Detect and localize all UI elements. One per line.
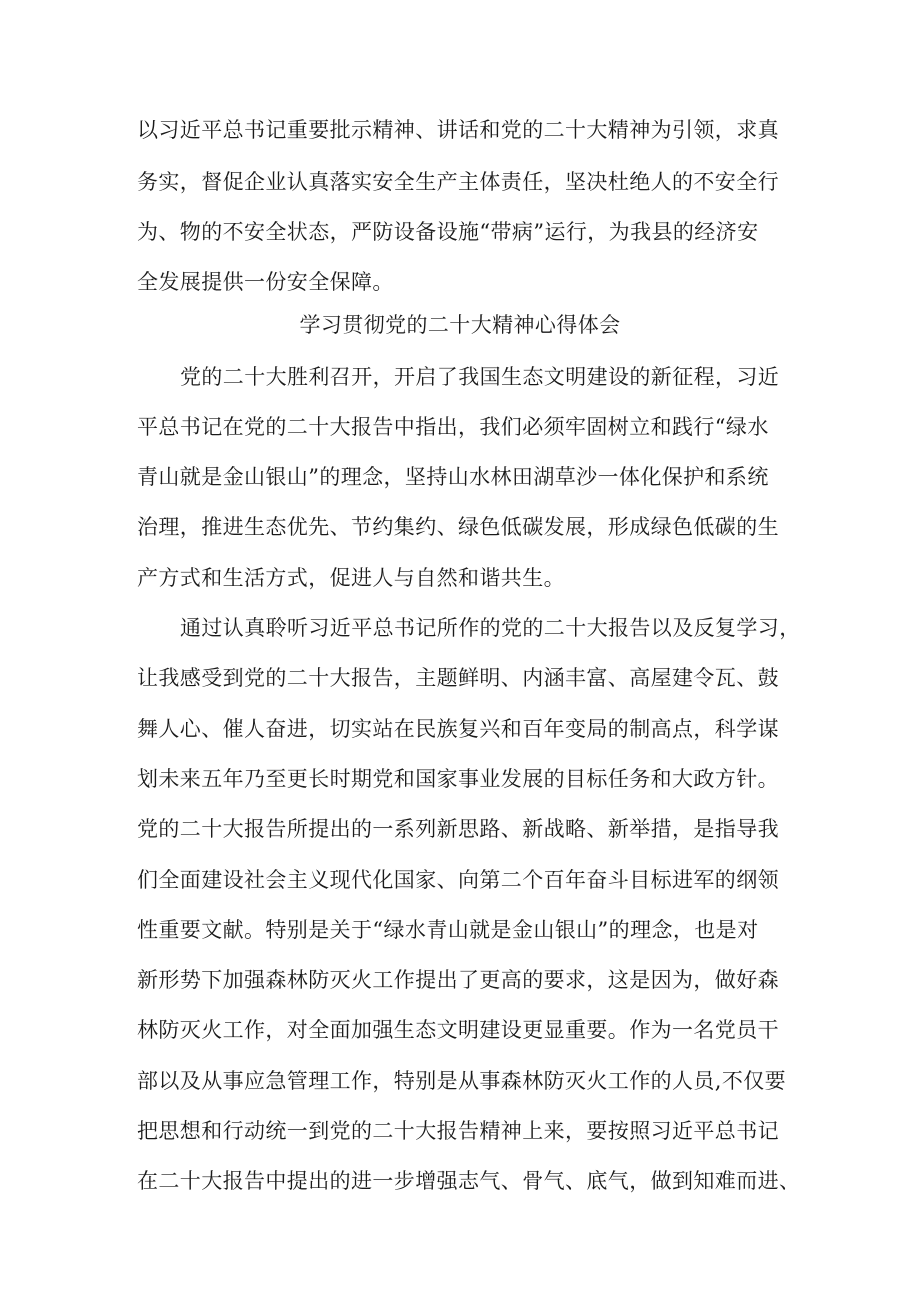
text-line: 新形势下加强森林防灭火工作提出了更高的要求，这是因为，做好森 [137,968,779,992]
text-line: 务实，督促企业认真落实安全生产主体责任，坚决杜绝人的不安全行 [137,170,779,194]
text-line: 以习近平总书记重要批示精神、讲话和党的二十大精神为引领，求真 [137,118,779,142]
text-line: 舞人心、催人奋进，切实站在民族复兴和百年变局的制高点，科学谋 [137,717,779,741]
text-line: 治理，推进生态优先、节约集约、绿色低碳发展，形成绿色低碳的生 [137,515,779,539]
text-line: 林防灭火工作，对全面加强生态文明建设更显重要。作为一名党员干 [137,1018,779,1042]
text-line: 让我感受到党的二十大报告，主题鲜明、内涵丰富、高屋建令瓦、鼓 [137,666,779,690]
text-line: 通过认真聆听习近平总书记所作的党的二十大报告以及反复学习， [180,616,801,640]
text-line: 为、物的不安全状态，严防设备设施“带病”运行，为我县的经济安 [137,220,759,244]
text-line: 青山就是金山银山”的理念，坚持山水林田湖草沙一体化保护和系统 [137,465,769,489]
text-line: 把思想和行动统一到党的二十大报告精神上来，要按照习近平总书记 [137,1119,779,1143]
text-line: 性重要文献。特别是关于“绿水青山就是金山银山”的理念，也是对 [137,918,759,942]
text-line: 党的二十大胜利召开，开启了我国生态文明建设的新征程，习近 [180,365,780,389]
text-line: 产方式和生活方式，促进人与自然和谐共生。 [137,566,565,590]
text-line: 党的二十大报告所提出的一系列新思路、新战略、新举措，是指导我 [137,817,779,841]
text-line: 全发展提供一份安全保障。 [137,270,394,294]
document-title: 学习贯彻党的二十大精神心得体会 [299,313,621,337]
text-line: 划未来五年乃至更长时期党和国家事业发展的目标任务和大政方针。 [137,767,779,791]
text-line: 们全面建设社会主义现代化国家、向第二个百年奋斗目标进军的纲领 [137,868,779,892]
text-line: 平总书记在党的二十大报告中指出，我们必须牢固树立和践行“绿水 [137,415,769,439]
text-line: 在二十大报告中提出的进一步增强志气、骨气、底气，做到知难而进、 [137,1169,801,1193]
text-line: 部以及从事应急管理工作，特别是从事森林防灭火工作的人员,不仅要 [137,1069,787,1093]
